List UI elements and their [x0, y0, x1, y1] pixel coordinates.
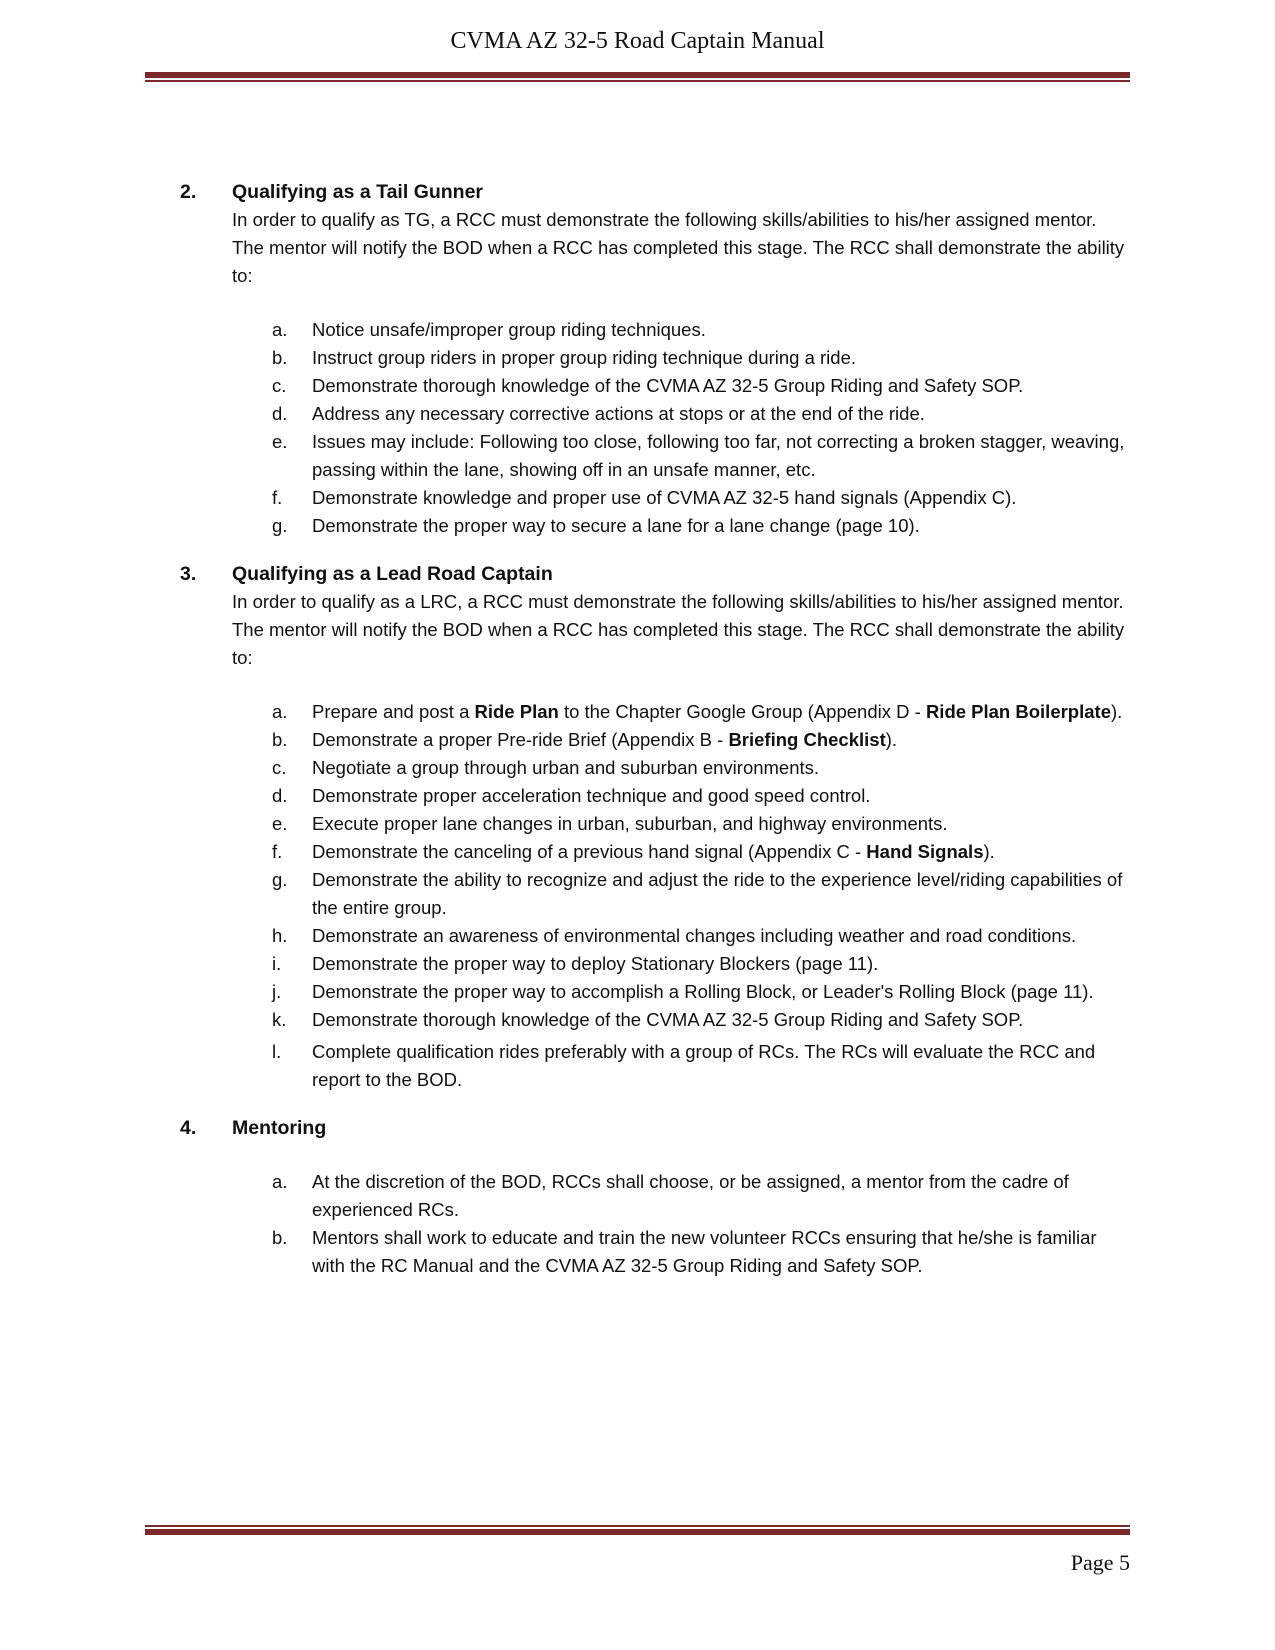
item-text — [312, 726, 1125, 754]
item-text: Notice unsafe/improper group riding techniques. — [312, 319, 706, 340]
section-intro: In order to qualify as TG, a RCC must demonstrate the following skills/abilities to his/her assigned mentor. The mentor will notify the BOD when a RCC has completed this stage. The RCC shall demonstrate the ability to: — [232, 209, 1125, 286]
list-item — [272, 372, 1125, 400]
section-heading — [180, 560, 1125, 588]
item-text: Mentors shall work to educate and train the new volunteer RCCs ensuring that he/she is familiar with the RC Manual and the CVMA AZ 32-5 Group Riding and Safety SOP. — [312, 1227, 1097, 1276]
item-letter: c. — [272, 375, 287, 396]
item-letter: g. — [272, 515, 288, 536]
list-item — [272, 978, 1125, 1006]
header-rule — [145, 72, 1130, 82]
item-letter: d. — [272, 785, 288, 806]
list-item — [272, 428, 1125, 484]
item-text-part: to the Chapter Google Group (Appendix D - — [558, 701, 926, 722]
item-letter: l. — [272, 1041, 282, 1062]
header-title: CVMA AZ 32-5 Road Captain Manual — [450, 28, 825, 54]
section-heading — [180, 1114, 1125, 1142]
item-text-bold: Ride Plan Boilerplate — [925, 701, 1111, 722]
item-letter: f. — [272, 841, 283, 862]
item-letter: h. — [272, 925, 288, 946]
list-item — [272, 1006, 1125, 1034]
item-text: Negotiate a group through urban and suburban environments. — [312, 757, 820, 778]
section-heading — [180, 178, 1125, 206]
section-lead-road-captain — [180, 560, 1125, 1094]
item-text: Issues may include: Following too close, following too far, not correcting a broken stagger, weaving, passing within the lane, showing off in an unsafe manner, etc. — [312, 431, 1125, 480]
item-text: Address any necessary corrective actions at stops or at the end of the ride. — [312, 403, 925, 424]
item-letter: b. — [272, 729, 288, 750]
list-item — [272, 922, 1125, 950]
item-text-part: ). — [983, 841, 995, 862]
item-text-bold: Hand Signals — [866, 841, 984, 862]
item-letter: e. — [272, 813, 288, 834]
item-text-bold: Ride Plan — [474, 701, 559, 722]
item-letter: k. — [272, 1009, 287, 1030]
list-item — [272, 1168, 1125, 1224]
item-list — [272, 316, 1125, 540]
list-item — [272, 950, 1125, 978]
item-letter: g. — [272, 869, 288, 890]
item-text: Execute proper lane changes in urban, suburban, and highway environments. — [312, 813, 948, 834]
item-letter: a. — [272, 1171, 288, 1192]
item-letter: j. — [272, 981, 282, 1002]
list-item — [272, 782, 1125, 810]
item-letter: d. — [272, 403, 288, 424]
footer-rule — [145, 1525, 1130, 1535]
page-number: Page 5 — [1070, 1550, 1130, 1575]
list-item — [272, 726, 1125, 754]
item-text: At the discretion of the BOD, RCCs shall choose, or be assigned, a mentor from the cadre of experienced RCs. — [312, 1171, 1069, 1220]
item-text: Demonstrate an awareness of environmental changes including weather and road conditions. — [312, 925, 1077, 946]
item-text-part: Demonstrate a proper Pre-ride Brief (Appendix B - — [312, 729, 729, 750]
item-text-part: ). — [885, 729, 898, 750]
item-text: Complete qualification rides preferably with a group of RCs. The RCs will evaluate the RCC and report to the BOD. — [312, 1041, 1096, 1090]
item-text: Demonstrate proper acceleration technique and good speed control. — [312, 785, 871, 806]
item-letter: e. — [272, 431, 288, 452]
item-letter: b. — [272, 1227, 288, 1248]
section-title: Qualifying as a Lead Road Captain — [232, 563, 553, 585]
item-text: Demonstrate thorough knowledge of the CVMA AZ 32-5 Group Riding and Safety SOP. — [312, 1009, 1024, 1030]
item-text: Demonstrate the ability to recognize and adjust the ride to the experience level/riding capabilities of the entire group. — [312, 869, 1123, 918]
list-item — [272, 754, 1125, 782]
item-text — [312, 698, 1125, 726]
section-tail-gunner — [180, 178, 1125, 540]
list-item — [272, 400, 1125, 428]
section-title: Qualifying as a Tail Gunner — [232, 181, 484, 203]
item-text: Demonstrate thorough knowledge of the CVMA AZ 32-5 Group Riding and Safety SOP. — [312, 375, 1024, 396]
item-text-part: Prepare and post a — [312, 701, 475, 722]
item-text: Demonstrate the proper way to deploy Stationary Blockers (page 11). — [312, 953, 879, 974]
item-text: Instruct group riders in proper group riding technique during a ride. — [312, 347, 857, 368]
section-mentoring — [180, 1114, 1125, 1280]
list-item — [272, 1224, 1125, 1280]
section-title: Mentoring — [232, 1117, 327, 1139]
section-number: 4. — [180, 1117, 197, 1139]
list-item — [272, 512, 1125, 540]
item-text: Demonstrate the proper way to secure a lane for a lane change (page 10). — [312, 515, 920, 536]
item-letter: b. — [272, 347, 288, 368]
list-item — [272, 866, 1125, 922]
item-text — [312, 838, 1125, 866]
section-number: 2. — [180, 181, 197, 203]
section-intro: In order to qualify as a LRC, a RCC must demonstrate the following skills/abilities to his/her assigned mentor. The mentor will notify the BOD when a RCC has completed this stage. The RCC shall demonstrate the ability to: — [232, 591, 1125, 668]
section-number: 3. — [180, 563, 197, 585]
item-text-part: Demonstrate the canceling of a previous hand signal (Appendix C - — [312, 841, 867, 862]
list-item — [272, 1038, 1125, 1094]
list-item — [272, 838, 1125, 866]
document-body — [180, 178, 1125, 1300]
item-list — [272, 1168, 1125, 1280]
list-item — [272, 316, 1125, 344]
item-letter: f. — [272, 487, 283, 508]
item-letter: a. — [272, 701, 288, 722]
list-item — [272, 344, 1125, 372]
item-text-bold: Briefing Checklist — [728, 729, 886, 750]
item-letter: a. — [272, 319, 288, 340]
item-letter: c. — [272, 757, 287, 778]
item-text-part: ). — [1110, 701, 1123, 722]
list-item — [272, 698, 1125, 726]
list-item — [272, 810, 1125, 838]
item-list — [272, 698, 1125, 1094]
item-letter: i. — [272, 953, 282, 974]
item-text: Demonstrate knowledge and proper use of CVMA AZ 32-5 hand signals (Appendix C). — [312, 487, 1017, 508]
list-item — [272, 484, 1125, 512]
item-text: Demonstrate the proper way to accomplish a Rolling Block, or Leader's Rolling Block (page 11). — [312, 981, 1094, 1002]
